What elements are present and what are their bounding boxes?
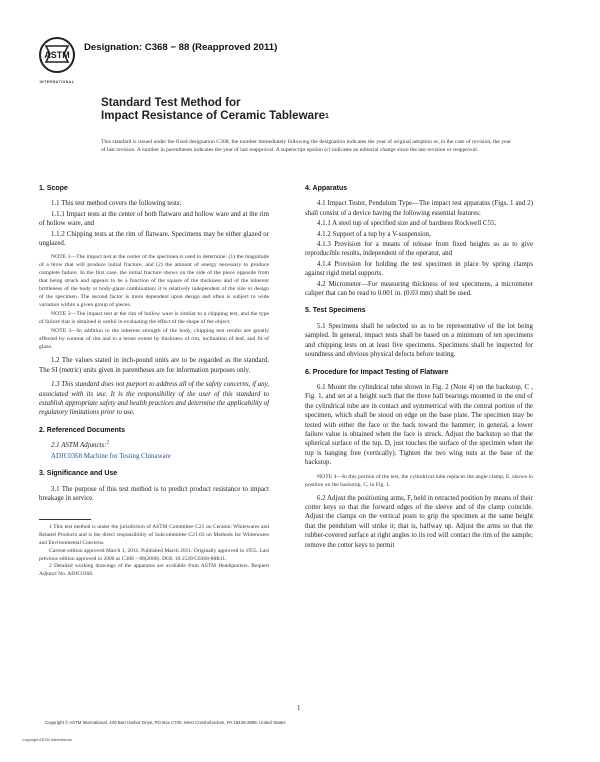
para-4-1: 4.1 Impact Tester, Pendulum Type—The impact test apparatus (Figs. 1 and 2) shall consist of a device having the following essential features: [305,200,533,217]
para-6-1: 6.1 Mount the cylindrical tube shown in Fig. 2 (Note 4) on the backstop, C , Fig. 1, and set at a height such that the three ball bearings mounted in the end of the cylindrical tube are in contact and symmetrical with the central portion of the specimen, which shall be stood on edge on the base plate. The specimen may be tested with either the face or the back toward the hammer; in general, a lower failure value is obtained when the face is struck. Adjust the backstop so that the spherical surface of the tup, D, just touches the surface of the specimen when the tup is hanging free (vertically). Tighten the two wing nuts at the base of the backstop. [305,383,533,467]
footnote-2: 2 Detailed working drawings of the apparatus are available from ASTM Headquarters. Request Adjunct No. ADJC0368. [39,563,269,578]
footnote-divider [39,519,91,520]
astm-logo [38,36,76,80]
para-2-1 [39,441,269,450]
designation: Designation: C368 − 88 (Reapproved 2011) [84,42,278,53]
adjunct-item [39,452,269,461]
para-1-3 [39,380,269,418]
para-5-1: 5.1 Specimens shall be selected so as to be representative of the lot being sampled. In general, impact tests shall be based on a minimum of ten specimens and chipping tests on at least five specimens. Specimens shall be inspected for soundness and obvious physical defects before testing. [305,322,533,359]
adjuncts-label: 2.1 ASTM Adjuncts: [51,442,107,450]
note-4: NOTE 4—In this portion of the test, the cylindrical tube replaces the angle clamp, E, shown in position on the backstop, C, in Fig. 1. [305,473,533,488]
document-title [101,96,329,122]
para-1-3-text: 1.3 This standard does not purport to address all of the safety concerns, if any, associated with its use. It is the responsibility of the user of this standard to establish appropriate safety and health practices and determine the applicability of regulatory limitations prior to use. [39,381,269,417]
right-column [305,184,533,551]
org-label: INTERNATIONAL [39,80,75,84]
para-6-2: 6.2 Adjust the positioning arms, F, held in retracted position by means of their cotter keys so that the forward edges of the sleeve and of the clamp coincide. Adjust the clamps on the vertical posts to grip the specimen at the same height that the pendulum will strike it; that is, halfway up. Adjust the arms so that the rubber-covered surface at right angles to its rod will contact the rim of the sample; remove the cotter keys to permit [305,494,533,549]
para-4-1-2: 4.1.2 Support of a tup by a V-suspension, [317,230,431,238]
para-4-1-1: 4.1.1 A steel tup of specified size and of hardness Rockwell C55, [317,220,497,228]
title-footnote-ref: 1 [325,113,329,120]
copyright-small: Copyright ASTM International [22,738,72,742]
note-1: NOTE 1—The impact test at the center of the specimen is used to determine: (1) the magnitude of a blow that will produce initial fracture, and (2) the amount of energy necessary to produce complete failure. In the first case, the initial fracture shows on the side of the piece opposite from that being struck and appears to be a function of the square of the thickness and of the inherent brittleness of the body or body-glaze combination; it is relatively independent of the size or design of the specimen. The second factor is more dependent upon design and often is subject to wide variation within a given group of pieces. [39,254,269,309]
section-1-heading: 1. Scope [39,185,68,192]
adjuncts-footnote-ref: 2 [106,440,109,446]
para-1-1-2: 1.1.2 Chipping tests at the rim of flatware. Specimens may be either glazed or unglazed. [39,230,269,248]
note-3: NOTE 3—In addition to the inherent strength of the body, chipping test results are greatly affected by contour of rim and to a lesser extent by thickness of rim, inclination of leaf, and fit of glaze. [39,328,269,351]
footnote-1: 1 This test method is under the jurisdiction of ASTM Committee C21 on Ceramic Whitewares and Related Products and is the direct responsibility of Subcommittee C21.03 on Methods for Whitewares and Environmental Concerns. [39,524,269,546]
para-1-1-1: 1.1.1 Impact tests at the center of both flatware and hollow ware and at the rim of hollow ware, and [39,210,269,228]
para-1-1: 1.1 This test method covers the following tests: [51,200,182,208]
adjunct-link[interactable]: ADJC0368 Machine for Testing Chinaware [51,452,171,460]
section-2-heading: 2. Referenced Documents [39,426,125,434]
para-4-1-3: 4.1.3 Provision for a means of release from fixed heights so as to give reproducible results, independent of the operator, and [305,241,533,258]
title-line-2 [101,109,329,122]
footnote-1b: Current edition approved March 1, 2011. Published March 2011. Originally approved in 1955. Last previous edition approved in 2006 as C368 – 88(2006). DOI: 10.1520/C0368-88R11. [39,547,269,562]
para-4-1-4: 4.1.4 Provision for holding the test specimen in place by spring clamps against rigid metal supports. [305,260,533,278]
para-4-2: 4.2 Micrometer—For measuring thickness of test specimens, a micrometer caliper that can be read to 0.001 in. (0.03 mm) shall be used. [305,280,533,298]
copyright-line: Copyright © ASTM International, 100 Barr Harbor Drive, PO Box C700, West Conshohocken, PA 19428-2959. United States [45,720,286,725]
section-5-heading: 5. Test Specimens [305,307,366,315]
section-3-heading: 3. Significance and Use [39,470,118,478]
footnotes [39,524,269,579]
title-main: Impact Resistance of Ceramic Tableware [101,109,326,122]
intro-paragraph: This standard is issued under the fixed designation C368; the number immediately following the designation indicates the year of original adoption or, in the case of revision, the year of last revision. A number in parentheses indicates the year of last reapproval. A superscript epsilon (ε) indicates an editorial change since the last revision or reapproval. [101,139,511,153]
section-4-heading: 4. Apparatus [305,185,348,192]
para-3-1: 3.1 The purpose of this test method is to predict product resistance to impact breakage in service. [39,485,269,502]
section-6-heading: 6. Procedure for Impact Testing of Flatware [305,368,449,376]
para-1-2: 1.2 The values stated in inch-pound units are to be regarded as the standard. The SI (metric) units given in parentheses are for information purposes only. [39,357,269,374]
svg-text:ASTM: ASTM [44,50,70,60]
note-2: NOTE 2—The impact test at the rim of hollow ware is similar to a chipping test, and the type of failure that is obtained is useful in evaluating the effect of the shape of the object. [39,311,269,326]
title-line-1: Standard Test Method for [101,96,241,109]
page-number: 1 [297,704,301,712]
left-column [39,184,269,579]
